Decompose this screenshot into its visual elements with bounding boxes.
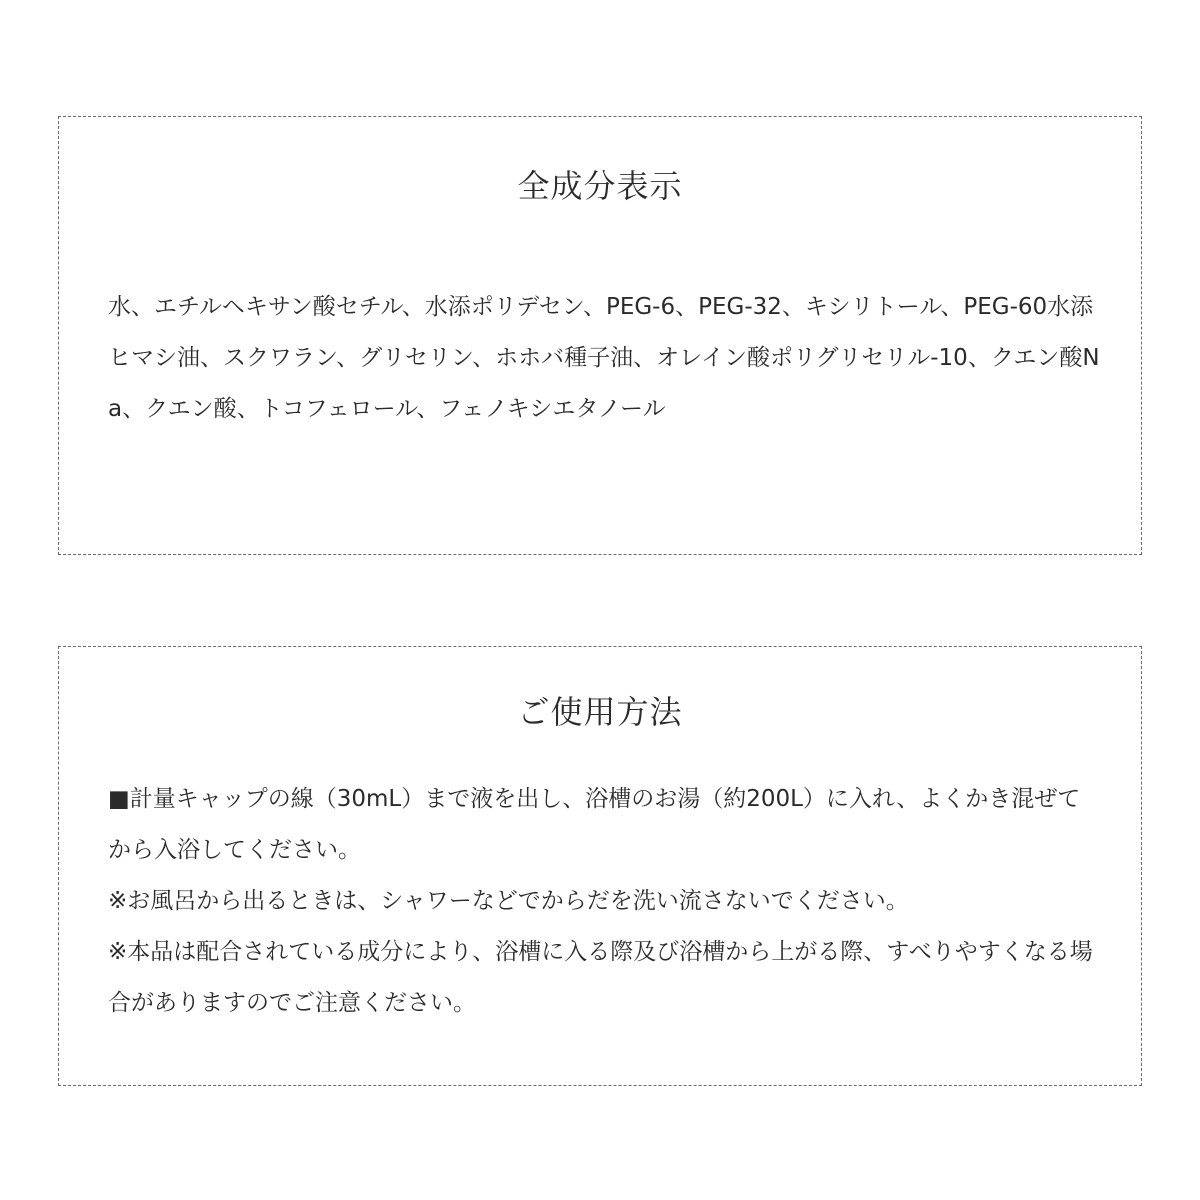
usage-instruction: ■計量キャップの線（30mL）まで液を出し、浴槽のお湯（約200L）に入れ、よくかき混ぜてから入浴してください。 [108, 786, 1081, 863]
ingredients-text [108, 282, 1101, 435]
usage-panel [58, 646, 1142, 1086]
usage-note-shower: ※お風呂から出るときは、シャワーなどでからだを洗い流さないでください。 [108, 888, 909, 914]
usage-text [108, 774, 1101, 1029]
ingredients-title: 全成分表示 [517, 167, 683, 205]
usage-note-slippery: ※本品は配合されている成分により、浴槽に入る際及び浴槽から上がる際、すべりやすくなる場合がありますのでご注意ください。 [108, 939, 1093, 1016]
ingredients-panel [58, 116, 1142, 555]
usage-title: ご使用方法 [517, 693, 683, 731]
ingredients-list: 水、エチルヘキサン酸セチル、水添ポリデセン、PEG-6、PEG-32、キシリトール、PEG-60水添ヒマシ油、スクワラン、グリセリン、ホホバ種子油、オレイン酸ポリグリセリル-10、クエン酸Na、クエン酸、トコフェロール、フェノキシエタノール [108, 294, 1100, 422]
